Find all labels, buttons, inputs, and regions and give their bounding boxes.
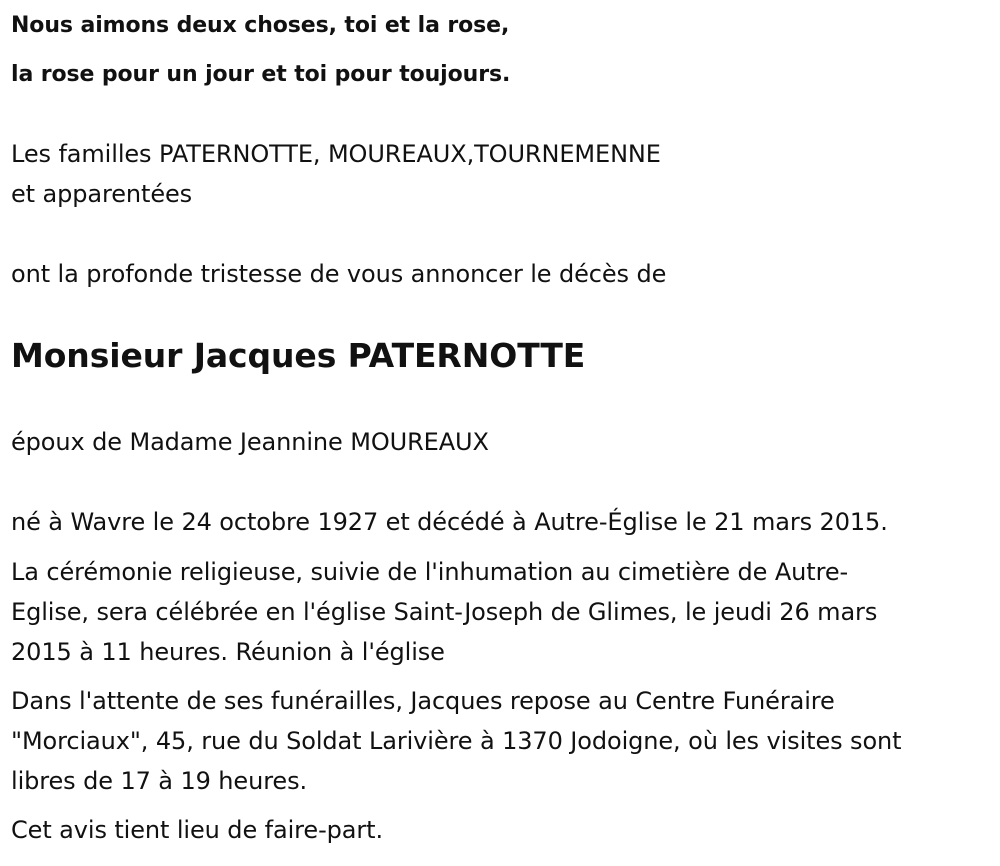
deceased-name: Monsieur Jacques PATERNOTTE xyxy=(11,336,586,375)
visitation-line-1: Dans l'attente de ses funérailles, Jacques repose au Centre Funéraire xyxy=(11,687,835,715)
ceremony-paragraph xyxy=(11,552,991,672)
poem-line-1: Nous aimons deux choses, toi et la rose, xyxy=(11,13,510,38)
spouse-text: époux de Madame Jeannine MOUREAUX xyxy=(11,428,489,456)
ceremony-line-1: La cérémonie religieuse, suivie de l'inhumation au cimetière de Autre- xyxy=(11,558,849,586)
families-line-2: et apparentées xyxy=(11,180,193,208)
ceremony-line-2: Eglise, sera célébrée en l'église Saint-Joseph de Glimes, le jeudi 26 mars xyxy=(11,598,878,626)
families-line-1: Les familles PATERNOTTE, MOUREAUX,TOURNEMENNE xyxy=(11,140,661,168)
closing-text: Cet avis tient lieu de faire-part. xyxy=(11,816,383,844)
visitation-paragraph xyxy=(11,681,991,801)
poem-line-2: la rose pour un jour et toi pour toujours. xyxy=(11,62,511,87)
birth-death-text: né à Wavre le 24 octobre 1927 et décédé à Autre-Église le 21 mars 2015. xyxy=(11,508,888,536)
announcement-text: ont la profonde tristesse de vous annoncer le décès de xyxy=(11,260,667,288)
visitation-line-2: "Morciaux", 45, rue du Soldat Larivière à 1370 Jodoigne, où les visites sont xyxy=(11,727,902,755)
ceremony-line-3: 2015 à 11 heures. Réunion à l'église xyxy=(11,638,445,666)
visitation-line-3: libres de 17 à 19 heures. xyxy=(11,767,308,795)
